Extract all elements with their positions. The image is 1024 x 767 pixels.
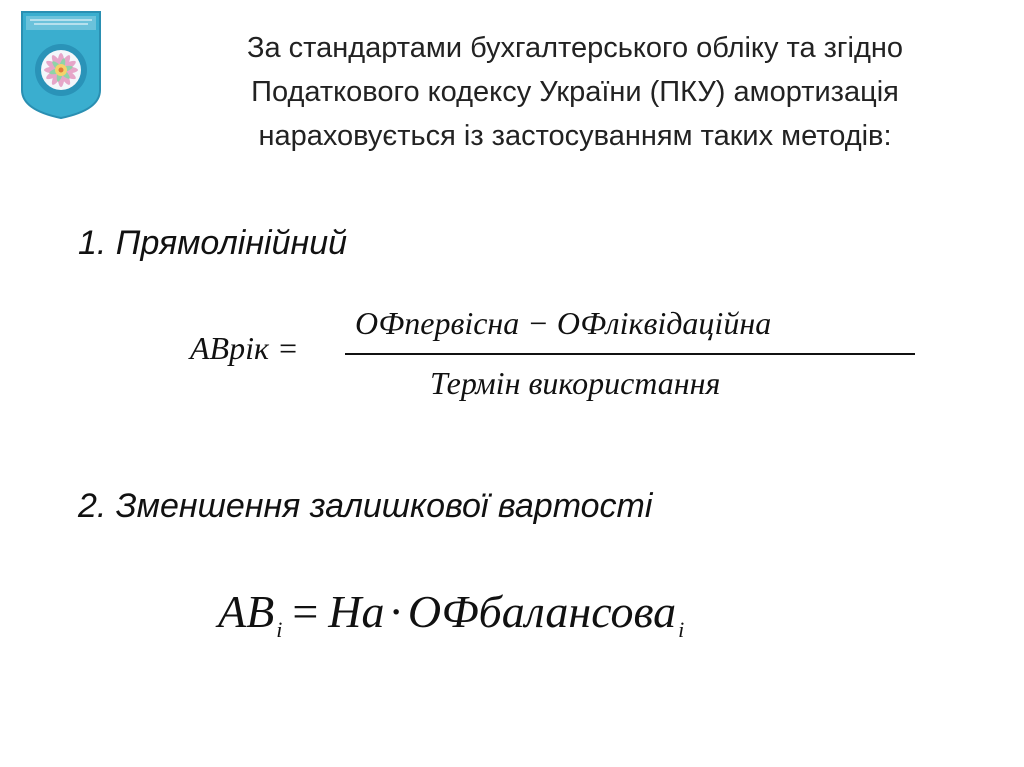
formula1-fraction-bar — [345, 353, 915, 355]
formula1-numerator: ОФпервісна − ОФліквідаційна — [355, 305, 772, 341]
formula2-rhs-subscript: i — [678, 617, 685, 642]
title-line-2: Податкового кодексу України (ПКУ) амортизація — [251, 76, 899, 108]
method-straight-line: 1. Прямолінійний — [78, 224, 348, 262]
formula2-rhs: ОФбалансова — [407, 586, 677, 637]
university-shield-icon — [20, 10, 102, 120]
title-line-3: нараховується із застосуванням таких методів: — [258, 120, 892, 152]
formula2-lhs: АВ — [218, 586, 275, 637]
slide-title — [150, 26, 1000, 158]
formula2 — [218, 585, 684, 643]
formula2-lhs-subscript: i — [276, 617, 283, 642]
university-logo — [20, 10, 102, 120]
formula2-rate: На — [328, 586, 385, 637]
formula1-denominator: Термін використання — [430, 365, 721, 401]
formula1-lhs: АВрік = — [190, 330, 299, 366]
formula2-equals: = — [292, 586, 319, 637]
title-line-1: За стандартами бухгалтерського обліку та згідно — [246, 32, 904, 64]
method-reducing-balance: 2. Зменшення залишкової вартості — [78, 487, 653, 525]
formula2-multiply: · — [388, 586, 404, 637]
